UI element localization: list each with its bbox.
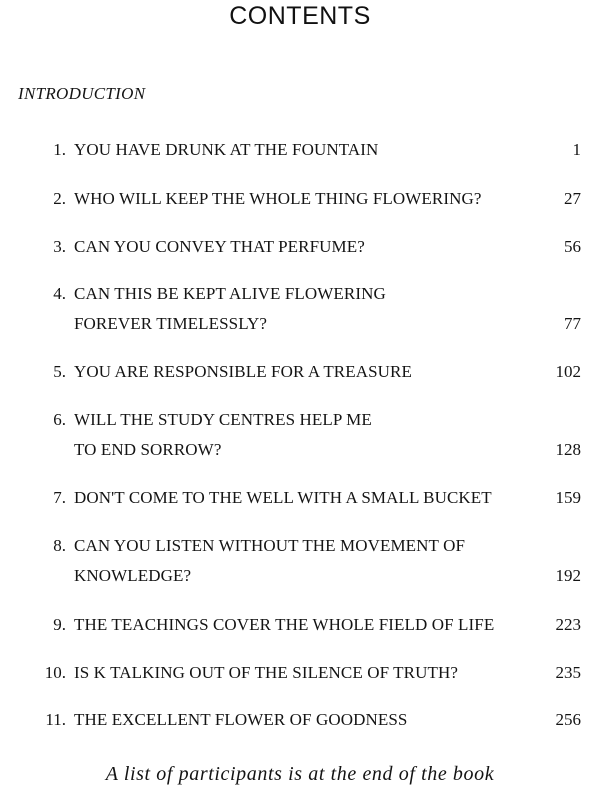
toc-entry-title [74, 610, 544, 640]
toc-entry-page-number: 77 [564, 314, 581, 333]
toc-entry-number: 7. [53, 488, 66, 507]
introduction-heading: INTRODUCTION [18, 84, 146, 103]
toc-entry-page-number: 235 [555, 663, 581, 682]
toc-entry-page-number: 27 [564, 189, 581, 208]
toc-entry-title [74, 483, 544, 513]
toc-entry-page-number: 1 [572, 140, 581, 159]
toc-entry-title [74, 405, 544, 465]
toc-entry-number: 6. [53, 410, 66, 429]
toc-entry-number: 5. [53, 362, 66, 381]
toc-entry-title [74, 135, 544, 165]
toc-entry-number: 10. [44, 663, 66, 682]
toc-entry-number: 4. [53, 284, 66, 303]
footer-note: A list of participants is at the end of the book [105, 763, 495, 785]
toc-entry-page-number: 128 [555, 440, 581, 459]
toc-entry-title-line: WILL THE STUDY CENTRES HELP ME [74, 410, 372, 429]
toc-entry-page-number: 56 [564, 237, 581, 256]
toc-entry-page-number: 223 [555, 615, 581, 634]
toc-entry-title-line: CAN THIS BE KEPT ALIVE FLOWERING [74, 284, 386, 303]
toc-entry-title-line: YOU HAVE DRUNK AT THE FOUNTAIN [74, 140, 379, 159]
toc-entry-page-number: 102 [555, 362, 581, 381]
toc-entry-number: 11. [45, 710, 66, 729]
toc-entry-title-line: YOU ARE RESPONSIBLE FOR A TREASURE [74, 362, 412, 381]
toc-entry-title-line: CAN YOU LISTEN WITHOUT THE MOVEMENT OF [74, 536, 466, 555]
toc-entry-title-line: DON'T COME TO THE WELL WITH A SMALL BUCKET [74, 488, 492, 507]
toc-entry-title [74, 357, 544, 387]
toc-entry-title [74, 232, 544, 262]
toc-entry-number: 8. [53, 536, 66, 555]
toc-entry-title [74, 279, 544, 339]
toc-entry-page-number: 192 [555, 566, 581, 585]
toc-entry-title [74, 705, 544, 735]
toc-entry-number: 2. [53, 189, 66, 208]
toc-entry-title-line: FOREVER TIMELESSLY? [74, 314, 268, 333]
toc-entry-title-line: THE TEACHINGS COVER THE WHOLE FIELD OF LIFE [74, 615, 495, 634]
toc-entry-page-number: 256 [555, 710, 581, 729]
toc-entry-title-line: WHO WILL KEEP THE WHOLE THING FLOWERING? [74, 189, 482, 208]
toc-entry-number: 9. [53, 615, 66, 634]
toc-entry-title-line: TO END SORROW? [74, 440, 222, 459]
toc-entry-number: 1. [53, 140, 66, 159]
toc-entry-title [74, 531, 544, 591]
toc-entry-page-number: 159 [555, 488, 581, 507]
toc-entry-title [74, 658, 544, 688]
toc-entry-title [74, 184, 544, 214]
toc-entry-title-line: THE EXCELLENT FLOWER OF GOODNESS [74, 710, 408, 729]
toc-entry-title-line: CAN YOU CONVEY THAT PERFUME? [74, 237, 365, 256]
toc-entry-title-line: IS K TALKING OUT OF THE SILENCE OF TRUTH? [74, 663, 458, 682]
page-title: CONTENTS [229, 2, 371, 30]
toc-entry-title-line: KNOWLEDGE? [74, 566, 192, 585]
toc-entry-number: 3. [53, 237, 66, 256]
